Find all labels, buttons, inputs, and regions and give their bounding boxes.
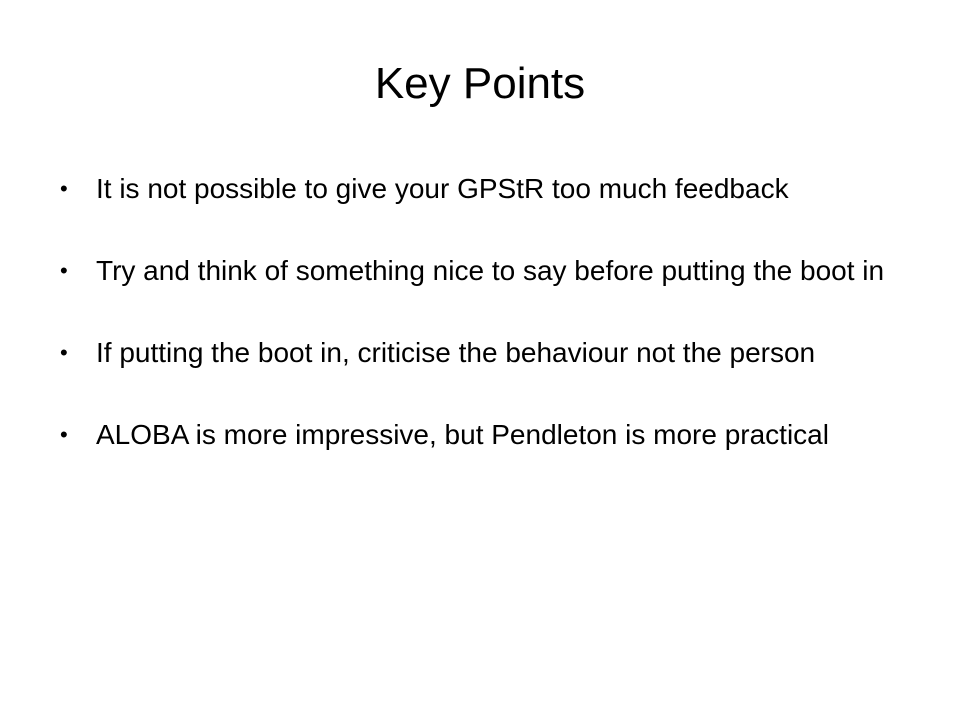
- bullet-dot-icon: •: [60, 422, 68, 447]
- bullet-dot-icon: •: [60, 258, 68, 283]
- bullet-text: If putting the boot in, criticise the behaviour not the person: [96, 337, 816, 368]
- bullet-text: ALOBA is more impressive, but Pendleton is more practical: [96, 419, 829, 450]
- bullet-text: It is not possible to give your GPStR too much feedback: [96, 173, 789, 204]
- bullet-item: [60, 416, 900, 454]
- bullet-list: [60, 170, 900, 498]
- bullet-text: Try and think of something nice to say before putting the boot in: [96, 255, 885, 286]
- bullet-dot-icon: •: [60, 176, 68, 201]
- bullet-item: [60, 170, 900, 208]
- bullet-item: [60, 252, 900, 290]
- bullet-item: [60, 334, 900, 372]
- slide-title: Key Points: [374, 59, 586, 108]
- bullet-dot-icon: •: [60, 340, 68, 365]
